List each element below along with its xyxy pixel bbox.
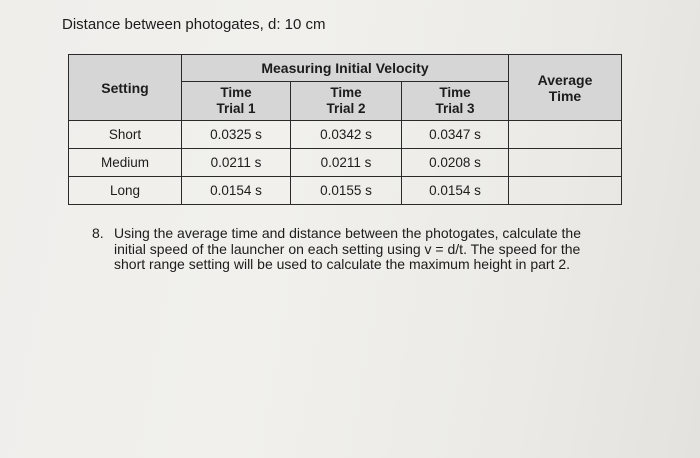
setting-cell: Medium (69, 149, 182, 177)
trial-1-header (182, 82, 291, 121)
setting-cell: Short (69, 121, 182, 149)
trial-1-cell: 0.0211 s (182, 149, 291, 177)
trial-2-cell: 0.0155 s (291, 177, 402, 205)
distance-label: Distance between photogates, d: 10 cm (62, 16, 326, 33)
trial-3-header-line2: Trial 3 (435, 101, 475, 116)
question-text: Using the average time and distance between the photogates, calculate the initial speed of the launcher on each setting using v = d/t. The speed for the short range setting will be used to calculate the maximum height in part 2. (114, 225, 581, 272)
trial-1-cell: 0.0154 s (182, 177, 291, 205)
show-through-text (118, 360, 121, 374)
table-caption-row (69, 55, 622, 82)
average-cell (509, 121, 622, 149)
question-8 (92, 226, 612, 273)
setting-header: Setting (69, 55, 182, 121)
table-row-short (69, 121, 622, 149)
average-header-line1: Average (537, 71, 593, 88)
average-header-line2: Time (548, 87, 582, 104)
setting-cell: Long (69, 177, 182, 205)
trial-2-header-line1: Time (330, 85, 362, 100)
average-cell (509, 177, 622, 205)
trial-3-header-line1: Time (439, 85, 471, 100)
trial-1-header-line1: Time (220, 85, 252, 100)
trial-1-cell: 0.0325 s (182, 121, 291, 149)
velocity-table (68, 54, 622, 205)
trial-1-header-line2: Trial 1 (216, 101, 256, 116)
trial-2-header (291, 82, 402, 121)
trial-3-header (402, 82, 509, 121)
average-time-header (509, 55, 622, 121)
table-caption: Measuring Initial Velocity (182, 55, 509, 82)
trial-2-header-line2: Trial 2 (326, 101, 366, 116)
table-row-medium (69, 149, 622, 177)
average-cell (509, 149, 622, 177)
trial-2-cell: 0.0342 s (291, 121, 402, 149)
trial-2-cell: 0.0211 s (291, 149, 402, 177)
table-row-long (69, 177, 622, 205)
trial-3-cell: 0.0208 s (402, 149, 509, 177)
trial-3-cell: 0.0154 s (402, 177, 509, 205)
trial-3-cell: 0.0347 s (402, 121, 509, 149)
question-number: 8. (92, 225, 104, 241)
